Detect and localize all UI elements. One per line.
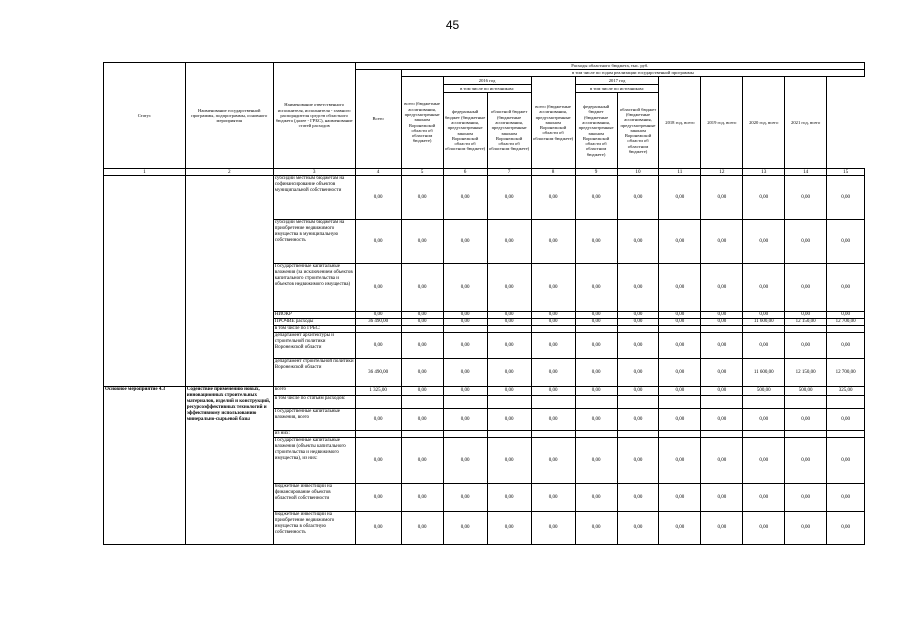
cell-value: 0,00 (575, 176, 617, 220)
header-2018: 2018 год, всего (659, 77, 701, 169)
cell-value (443, 396, 487, 409)
cell-value (785, 431, 827, 438)
cell-value (575, 431, 617, 438)
cell-value: 0,00 (443, 512, 487, 545)
cell-value: 0,00 (443, 359, 487, 387)
row-label: НИОКР (273, 312, 355, 319)
cell-value: 0,00 (575, 333, 617, 359)
cell-value (355, 431, 401, 438)
cell-value: 0,00 (701, 220, 743, 264)
cell-value: 0,00 (443, 409, 487, 431)
cell-value: 0,00 (659, 264, 701, 312)
cell-value: 0,00 (827, 484, 865, 512)
cell-value: 0,00 (575, 264, 617, 312)
cell-value: 0,00 (785, 438, 827, 484)
header-2016-regional: областной бюджет (бюджетные ассигнования, предусмотренные законом Воронежской области об областном бюджете) (487, 93, 531, 169)
cell-value: 0,00 (355, 176, 401, 220)
cell-value: 0,00 (401, 264, 443, 312)
cell-value: 0,00 (487, 484, 531, 512)
cell-value: 0,00 (659, 176, 701, 220)
cell-value: 0,00 (785, 333, 827, 359)
cell-value: 36 490,00 (355, 359, 401, 387)
cell-value: 0,00 (743, 409, 785, 431)
header-2017-regional: областной бюджет (бюджетные ассигнования, предусмотренные законом Воронежской области об областном бюджете) (617, 93, 659, 169)
row-label: всего (273, 387, 355, 396)
cell-value: 0,00 (701, 484, 743, 512)
cell-value: 0,00 (785, 409, 827, 431)
cell-value: 0,00 (443, 438, 487, 484)
cell-value: 0,00 (575, 312, 617, 319)
cell-value: 0,00 (487, 264, 531, 312)
row-label: в том числе по статьям расходов: (273, 396, 355, 409)
cell-value: 0,00 (743, 438, 785, 484)
cell-value: 0,00 (355, 220, 401, 264)
cell-value (531, 396, 575, 409)
cell-value: 0,00 (531, 176, 575, 220)
cell-value: 1 325,00 (355, 387, 401, 396)
cell-value: 0,00 (487, 220, 531, 264)
cell-value: 0,00 (617, 220, 659, 264)
cell-value: 0,00 (659, 319, 701, 326)
cell-value: 0,00 (575, 319, 617, 326)
col-number: 10 (617, 169, 659, 176)
cell-value: 0,00 (355, 512, 401, 545)
cell-value (617, 431, 659, 438)
cell-value: 0,00 (785, 176, 827, 220)
cell-value: 0,00 (401, 220, 443, 264)
cell-value: 0,00 (827, 409, 865, 431)
cell-value: 12 700,00 (827, 319, 865, 326)
cell-value (443, 431, 487, 438)
cell-value: 0,00 (401, 312, 443, 319)
cell-value: 0,00 (401, 176, 443, 220)
cell-value: 0,00 (701, 333, 743, 359)
col-number: 14 (785, 169, 827, 176)
header-2017-federal: федеральный бюджет (бюджетные ассигнования, предусмотренные законом Воронежской области об областном бюджете) (575, 93, 617, 169)
cell-value (785, 396, 827, 409)
cell-value: 0,00 (575, 387, 617, 396)
cell-value: 0,00 (531, 333, 575, 359)
cell-value: 0,00 (827, 312, 865, 319)
col-number: 15 (827, 169, 865, 176)
cell-value: 0,00 (531, 359, 575, 387)
cell-value: 0,00 (659, 387, 701, 396)
cell-value (487, 396, 531, 409)
cell-value (827, 431, 865, 438)
cell-value (827, 326, 865, 333)
cell-value (443, 326, 487, 333)
cell-value: 0,00 (701, 176, 743, 220)
cell-value: 0,00 (617, 438, 659, 484)
cell-value: 0,00 (531, 387, 575, 396)
cell-value: 0,00 (701, 319, 743, 326)
cell-value (401, 326, 443, 333)
cell-value: 0,00 (743, 312, 785, 319)
col-number: 6 (443, 169, 487, 176)
cell-value: 0,00 (617, 333, 659, 359)
cell-value: 0,00 (531, 312, 575, 319)
header-total: Всего (355, 70, 401, 169)
cell-value: 0,00 (701, 264, 743, 312)
header-2016: 2016 год (443, 77, 531, 85)
table-row (104, 387, 865, 396)
cell-value: 0,00 (443, 319, 487, 326)
cell-value: 0,00 (617, 319, 659, 326)
cell-value (743, 326, 785, 333)
cell-value: 0,00 (827, 264, 865, 312)
cell-value: 0,00 (701, 409, 743, 431)
cell-value: 0,00 (401, 333, 443, 359)
cell-value: 0,00 (659, 220, 701, 264)
cell-value: 11 600,00 (743, 319, 785, 326)
cell-value: 0,00 (575, 512, 617, 545)
header-2020: 2020 год, всего (743, 77, 785, 169)
row-label: бюджетные инвестиции на финансирование объектов областной собственности (273, 484, 355, 512)
cell-value: 0,00 (531, 264, 575, 312)
cell-value: 0,00 (401, 409, 443, 431)
cell-value: 0,00 (617, 387, 659, 396)
cell-value: 36 490,00 (355, 319, 401, 326)
cell-value (531, 326, 575, 333)
col-number: 2 (185, 169, 273, 176)
cell-value (487, 326, 531, 333)
col-number: 12 (701, 169, 743, 176)
cell-value: 0,00 (743, 220, 785, 264)
cell-value: 0,00 (401, 359, 443, 387)
cell-value (617, 396, 659, 409)
cell-value: 0,00 (355, 409, 401, 431)
cell-value: 0,00 (659, 333, 701, 359)
cell-value: 0,00 (659, 409, 701, 431)
cell-value: 0,00 (701, 438, 743, 484)
cell-value: 0,00 (743, 264, 785, 312)
cell-value: 0,00 (487, 176, 531, 220)
column-number-row (104, 169, 865, 176)
cell-value: 0,00 (785, 312, 827, 319)
cell-value: 12 150,00 (785, 359, 827, 387)
cell-value: 0,00 (575, 359, 617, 387)
cell-value: 0,00 (355, 312, 401, 319)
cell-value: 0,00 (401, 484, 443, 512)
cell-value: 0,00 (401, 438, 443, 484)
cell-value: 0,00 (617, 264, 659, 312)
cell-value: 0,00 (531, 409, 575, 431)
cell-value: 0,00 (487, 438, 531, 484)
cell-value: 0,00 (743, 484, 785, 512)
table-row (104, 176, 865, 220)
cell-value: 0,00 (827, 333, 865, 359)
cell-value (785, 326, 827, 333)
cell-value (401, 396, 443, 409)
header-executor: Наименование ответственного исполнителя, исполнителя - главного распорядителя средств областного бюджета (далее - ГРБС), наименование статей расходов (273, 63, 355, 169)
cell-value: 0,00 (443, 333, 487, 359)
row-label: Государственные капитальные вложения, всего (273, 409, 355, 431)
cell-value (827, 396, 865, 409)
col-number: 9 (575, 169, 617, 176)
cell-value: 12 150,00 (785, 319, 827, 326)
col-number: 4 (355, 169, 401, 176)
cell-value: 0,00 (617, 484, 659, 512)
cell-value: 0,00 (443, 484, 487, 512)
cell-value (355, 396, 401, 409)
cell-value: 0,00 (659, 312, 701, 319)
cell-value: 0,00 (575, 438, 617, 484)
cell-value: 0,00 (355, 264, 401, 312)
cell-value: 12 700,00 (827, 359, 865, 387)
cell-value: 0,00 (487, 312, 531, 319)
cell-value: 0,00 (487, 409, 531, 431)
cell-value (659, 431, 701, 438)
cell-value: 0,00 (531, 319, 575, 326)
cell-value: 0,00 (487, 333, 531, 359)
cell-value: 0,00 (827, 176, 865, 220)
cell-value (575, 396, 617, 409)
cell-value (743, 396, 785, 409)
cell-value: 0,00 (355, 333, 401, 359)
cell-value: 325,00 (827, 387, 865, 396)
cell-value: 0,00 (617, 409, 659, 431)
cell-value: 0,00 (487, 359, 531, 387)
cell-value (659, 326, 701, 333)
cell-value: 0,00 (401, 512, 443, 545)
cell-value (701, 326, 743, 333)
col-number: 8 (531, 169, 575, 176)
col-number: 5 (401, 169, 443, 176)
cell-value: 0,00 (785, 220, 827, 264)
row-label: ПРОЧИЕ расходы (273, 319, 355, 326)
cell-value: 0,00 (443, 264, 487, 312)
cell-value: 0,00 (659, 438, 701, 484)
col-number: 11 (659, 169, 701, 176)
cell-value: 0,00 (785, 264, 827, 312)
cell-value (701, 396, 743, 409)
row-label: в том числе по ГРБС: (273, 326, 355, 333)
cell-value: 0,00 (659, 484, 701, 512)
cell-value: 0,00 (617, 512, 659, 545)
cell-value: 0,00 (531, 484, 575, 512)
header-2017: 2017 год (575, 77, 659, 85)
cell-value (701, 431, 743, 438)
page-number: 45 (445, 18, 460, 32)
row-label: из них: (273, 431, 355, 438)
header-2019: 2019 год, всего (701, 77, 743, 169)
col-number: 7 (487, 169, 531, 176)
cell-value (659, 396, 701, 409)
header-2017-sources: в том числе по источникам: (575, 85, 659, 93)
cell-value (575, 326, 617, 333)
cell-value: 0,00 (575, 409, 617, 431)
cell-value: 0,00 (487, 512, 531, 545)
header-2016-total: всего (бюджетные ассигнования, предусмотренные законом Воронежской области об областном бюджете) (401, 77, 443, 169)
cell-value: 0,00 (827, 220, 865, 264)
cell-value: 500,00 (785, 387, 827, 396)
row-label: Государственные капитальные вложения (объекты капитального строительства и недвижимого имущества), из них: (273, 438, 355, 484)
cell-value: 0,00 (659, 359, 701, 387)
cell-value (531, 431, 575, 438)
cell-value: 0,00 (443, 312, 487, 319)
cell-value: 0,00 (355, 484, 401, 512)
cell-value: 0,00 (401, 387, 443, 396)
col-number: 3 (273, 169, 355, 176)
cell-value (401, 431, 443, 438)
cell-value: 0,00 (827, 512, 865, 545)
budget-table (103, 62, 865, 545)
cell-value: 0,00 (701, 512, 743, 545)
cell-value: 0,00 (443, 220, 487, 264)
cell-value: 0,00 (701, 387, 743, 396)
cell-value (355, 326, 401, 333)
cell-value: 0,00 (617, 359, 659, 387)
cell-value: 0,00 (743, 176, 785, 220)
cell-value: 0,00 (443, 176, 487, 220)
cell-value: 0,00 (827, 438, 865, 484)
cell-value: 0,00 (575, 220, 617, 264)
row-label: Государственные капитальные вложения (за исключением объектов капитального строительства и объектов недвижимого имущества) (273, 264, 355, 312)
header-2021: 2021 год, всего (785, 77, 827, 169)
cell-value: 0,00 (401, 319, 443, 326)
header-2016-sources: в том числе по источникам: (443, 85, 531, 93)
cell-value: 0,00 (785, 512, 827, 545)
cell-value (743, 431, 785, 438)
cell-value: 0,00 (701, 359, 743, 387)
program-name-cell: Содействие применению новых, инновационных строительных материалов, изделий и конструкций, ресурсоэффективных технологий и эффективному использованию минерально-сырьевой базы (185, 387, 273, 545)
cell-value: 0,00 (617, 312, 659, 319)
cell-value: 0,00 (531, 512, 575, 545)
cell-value: 0,00 (355, 438, 401, 484)
cell-value: 0,00 (701, 312, 743, 319)
cell-value: 0,00 (743, 333, 785, 359)
header-status: Статус (104, 63, 186, 169)
cell-value: 0,00 (743, 512, 785, 545)
status-cell-empty (104, 176, 186, 387)
program-cell-empty (185, 176, 273, 387)
header-program-name: Наименование государственной программы, подпрограммы, основного мероприятия (185, 63, 273, 169)
row-label: субсидии местным бюджетам на софинансирование объектов муниципальной собственности (273, 176, 355, 220)
header-by-years: в том числе по годам реализации государственной программы (401, 70, 864, 77)
header-2016-federal: федеральный бюджет (бюджетные ассигнования, предусмотренные законом Воронежской области об областном бюджете) (443, 93, 487, 169)
row-label: бюджетные инвестиции на приобретение недвижимого имущества в областную собственность (273, 512, 355, 545)
header-expenses-title: Расходы областного бюджета, тыс. руб. (355, 63, 864, 70)
cell-value: 0,00 (617, 176, 659, 220)
row-label: департамент строительной политики Воронежской области (273, 359, 355, 387)
col-number: 1 (104, 169, 186, 176)
cell-value: 0,00 (443, 387, 487, 396)
row-label: субсидии местным бюджетам на приобретение недвижимого имущества в муниципальную собственность (273, 220, 355, 264)
cell-value: 0,00 (487, 319, 531, 326)
cell-value: 500,00 (743, 387, 785, 396)
cell-value: 0,00 (659, 512, 701, 545)
col-number: 13 (743, 169, 785, 176)
cell-value: 0,00 (575, 484, 617, 512)
cell-value (617, 326, 659, 333)
cell-value: 0,00 (487, 387, 531, 396)
cell-value: 11 600,00 (743, 359, 785, 387)
cell-value: 0,00 (531, 220, 575, 264)
row-label: департамент архитектуры и строительной политики Воронежской области (273, 333, 355, 359)
status-cell: Основное мероприятие 4.3 (104, 387, 186, 545)
cell-value (487, 431, 531, 438)
cell-value: 0,00 (531, 438, 575, 484)
header-2017-total: всего (бюджетные ассигнования, предусмотренные законом Воронежской области об областном бюджете) (531, 77, 575, 169)
cell-value: 0,00 (785, 484, 827, 512)
